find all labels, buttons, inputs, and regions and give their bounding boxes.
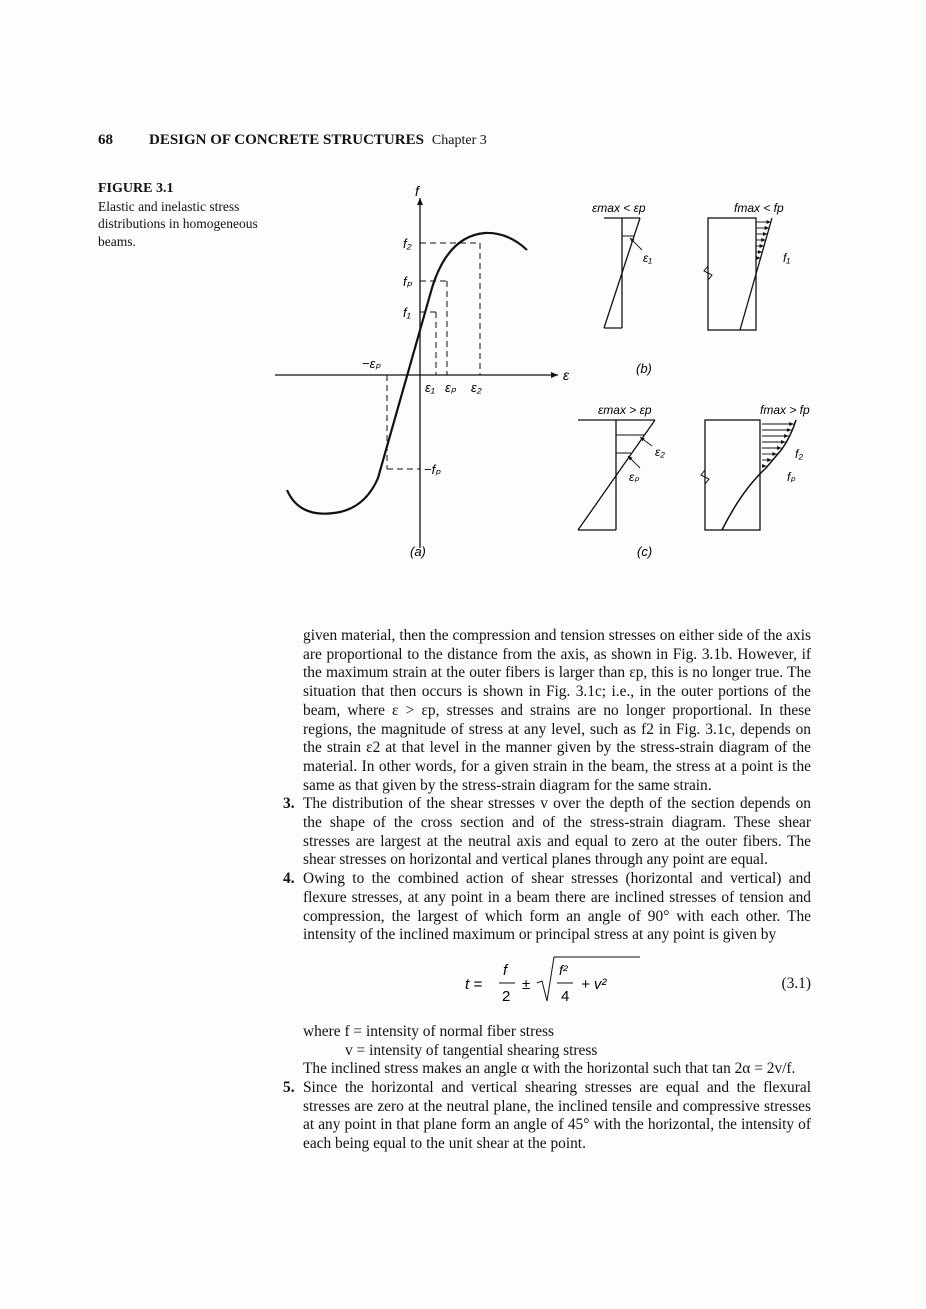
eq-f2: f² <box>559 961 568 978</box>
panel-a-stress-strain <box>275 183 570 559</box>
panel-c-strain-label-ep: εₚ <box>629 470 640 484</box>
panel-b-label: (b) <box>636 361 652 376</box>
x-axis-label: ε <box>563 367 570 383</box>
eq-lhs: t = <box>465 975 483 993</box>
equation-number: (3.1) <box>781 974 811 992</box>
panel-c-strain-label-e2: ε₂ <box>655 445 665 459</box>
equation-formula <box>465 951 655 1021</box>
panel-c-strain-title: εmax > εp <box>598 403 652 417</box>
label-f2: f₂ <box>403 236 412 251</box>
where-line-1: where f = intensity of normal fiber stress <box>303 1022 555 1040</box>
panel-b-strain-label: ε₁ <box>643 251 653 265</box>
panel-a-label: (a) <box>410 544 426 559</box>
panel-c-stress-label-f2: f₂ <box>795 447 803 461</box>
panel-b-stress-diagram <box>704 201 790 330</box>
list-item-4 <box>283 870 811 1079</box>
where-block <box>303 1023 811 1060</box>
y-axis-label: f <box>415 183 419 199</box>
item-text-5: Since the horizontal and vertical shearing stresses are equal and the flexural stresses are zero at the neutral plane, the inclined tensile and compressive stresses at any point in that plane form an angle of 45° with the horizontal, the intensity of each being equal to the unit shear at the point. <box>303 1079 811 1153</box>
figure-title: FIGURE 3.1 <box>98 181 174 196</box>
label-e1: ε₁ <box>425 380 435 395</box>
label-neg-fp: −fₚ <box>424 462 441 477</box>
eq-two: 2 <box>502 987 511 1005</box>
label-neg-ep: −εₚ <box>362 356 381 371</box>
panel-c-label: (c) <box>637 544 653 559</box>
eq-plus-v2: + v² <box>581 975 607 993</box>
book-title: DESIGN OF CONCRETE STRUCTURES <box>149 132 424 148</box>
figure-3-1 <box>0 0 926 600</box>
item-number-4: 4. <box>283 870 295 888</box>
guide-lines <box>387 243 480 469</box>
panel-c-stress-title: fmax > fp <box>760 403 810 417</box>
figure-caption: Elastic and inelastic stress distributions in homogeneous beams. <box>98 198 258 249</box>
eq-pm: ± <box>522 975 531 993</box>
body-text <box>283 627 811 1154</box>
panel-b-stress-label: f₁ <box>783 251 791 265</box>
where-line-2: v = intensity of tangential shearing stress <box>345 1041 598 1059</box>
page-number: 68 <box>98 132 113 148</box>
eq-four: 4 <box>561 987 570 1005</box>
panel-b-stress-title: fmax < fp <box>734 201 784 215</box>
paragraph-intro: given material, then the compression and tension stresses on either side of the axis are proportional to the distance from the axis, as shown in Fig. 3.1b. However, if the maximum strain at the outer fibers is larger than εp, this is no longer true. The situation that then occurs is shown in Fig. 3.1c; i.e., in the outer portions of the beam, where ε > εp, stresses and strains are no longer proportional. In these regions, the magnitude of stress at any level, such as f2 in Fig. 3.1c, depends on the strain ε2 at that level in the manner given by the stress-strain diagram of the material. In other words, for a given strain in the beam, the stress at a point is the same as that given by the stress-strain diagram for the same strain. <box>303 627 811 794</box>
list-item-5 <box>283 1079 811 1154</box>
panel-b-strain-diagram <box>592 201 652 328</box>
panel-c-stress-diagram <box>701 403 810 530</box>
label-e2: ε₂ <box>471 380 482 395</box>
item-text-3: The distribution of the shear stresses v over the depth of the section depends on the shape of the cross section and of the stress-strain diagram. These shear stresses are largest at the neutral axis and equal to zero at the outer fibers. The shear stresses on horizontal and vertical planes through any point are equal. <box>303 795 811 869</box>
label-fp: fₚ <box>403 274 413 289</box>
label-ep: εₚ <box>445 380 457 395</box>
label-f1: f₁ <box>403 305 411 320</box>
item-number-5: 5. <box>283 1079 295 1097</box>
equation-3-1 <box>303 951 811 1021</box>
panel-c-strain-diagram <box>578 403 665 530</box>
item-number-3: 3. <box>283 795 295 813</box>
panel-b-strain-title: εmax < εp <box>592 201 646 215</box>
eq-f: f <box>503 961 508 979</box>
item-text-4: Owing to the combined action of shear stresses (horizontal and vertical) and flexure stresses, at any point in a beam there are inclined stresses of tension and compression, the largest of which form an angle of 90° with each other. The intensity of the inclined maximum or principal stress at any point is given by <box>303 870 811 944</box>
list-item-3 <box>283 795 811 870</box>
chapter-label: Chapter 3 <box>431 133 487 148</box>
angle-text: The inclined stress makes an angle α with the horizontal such that tan 2α = 2v/f. <box>303 1060 796 1078</box>
panel-c-stress-label-fp: fₚ <box>787 470 796 484</box>
